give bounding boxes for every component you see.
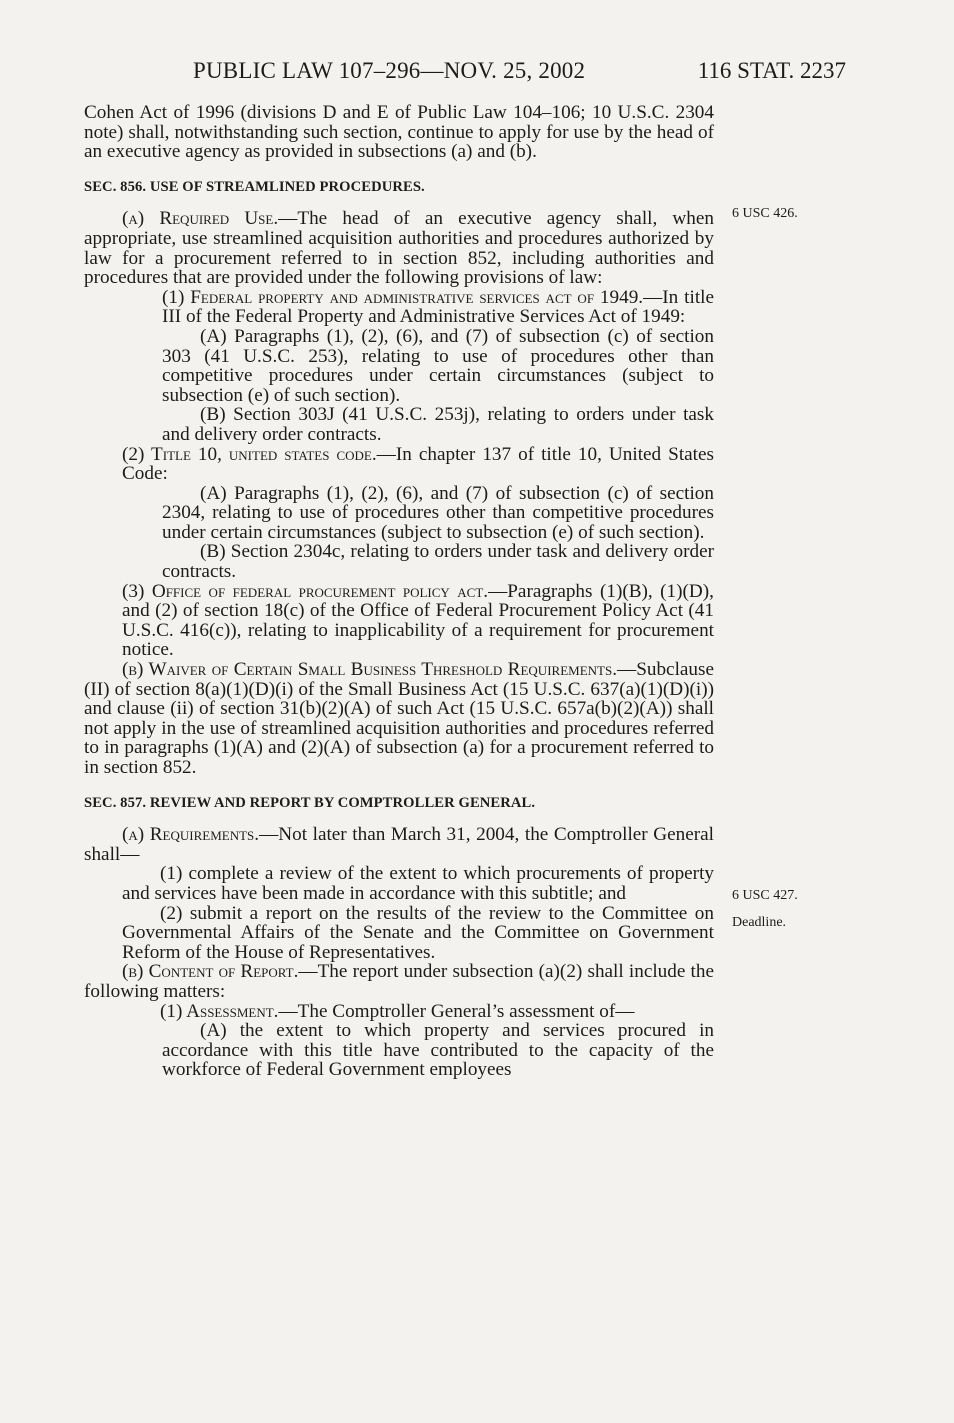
section-856-heading: SEC. 856. USE OF STREAMLINED PROCEDURES. bbox=[84, 178, 425, 195]
section-856-b bbox=[84, 660, 714, 778]
page-header bbox=[0, 58, 954, 94]
section-856-a2-heading: (2) Title 10, united states code. bbox=[122, 443, 377, 465]
section-856-a2-A: (A) Paragraphs (1), (2), (6), and (7) of subsection (c) of section 2304, relating to use of procedures other than competitive procedures under certain circumstances (subject to subsection (e) of such section). bbox=[162, 482, 714, 543]
section-857-b1-A: (A) the extent to which property and services procured in accordance with this title have contributed to the capacity of the workforce of Federal Government employees bbox=[162, 1020, 714, 1081]
section-856-a1-heading: (1) Federal property and administrative services act of 1949. bbox=[162, 286, 644, 308]
section-856-a-text: —The head of an executive agency shall, when appropriate, use streamlined acquisition authorities and procedures authorized by law for a procurement referred to in section 852, including authorities and procedures that are provided under the following provisions of law: bbox=[84, 208, 714, 289]
section-857-heading: SEC. 857. REVIEW AND REPORT BY COMPTROLLER GENERAL. bbox=[84, 794, 536, 811]
section-856-a1-A: (A) Paragraphs (1), (2), (6), and (7) of subsection (c) of section 303 (41 U.S.C. 253), relating to use of procedures other than competitive procedures under certain circumstances (subject to subsection (e) of such section). bbox=[162, 325, 714, 406]
section-856-b-heading: (b) Waiver of Certain Small Business Threshold Requirements. bbox=[122, 659, 617, 681]
statute-page-number: 116 STAT. 2237 bbox=[697, 58, 846, 83]
section-856-a bbox=[84, 209, 714, 287]
margin-note-usc-427: 6 USC 427. bbox=[732, 888, 798, 903]
margin-note-usc-426: 6 USC 426. bbox=[732, 206, 798, 221]
section-857-a-heading: (a) Requirements. bbox=[122, 824, 260, 846]
section-856-b-text: —Subclause (II) of section 8(a)(1)(D)(i) of the Small Business Act (15 U.S.C. 637(a)(1)(D)(i)) and clause (ii) of section 31(b)(2)(A) of such Act (15 U.S.C. 657a(b)(2)(A)) shall not apply in the use of streamlined acquisition authorities and procedures referred to in paragraphs (1)(A) and (2)(A) of subsection (a) for a procurement referred to in section 852. bbox=[84, 659, 714, 778]
running-head: PUBLIC LAW 107–296—NOV. 25, 2002 bbox=[193, 58, 586, 83]
section-857-a-text: —Not later than March 31, 2004, the Comptroller General shall— bbox=[84, 824, 714, 865]
section-856-a1 bbox=[84, 288, 714, 327]
section-856-a-heading: (a) Required Use. bbox=[122, 208, 279, 230]
section-856-a3 bbox=[84, 582, 714, 660]
document-body bbox=[84, 103, 714, 1080]
section-856-a2-B: (B) Section 2304c, relating to orders under task and delivery order contracts. bbox=[162, 541, 714, 583]
section-857-b1-heading: (1) Assessment. bbox=[160, 1000, 279, 1022]
continuation-paragraph: Cohen Act of 1996 (divisions D and E of Public Law 104–106; 10 U.S.C. 2304 note) shall, notwithstanding such section, continue to apply for use by the head of an executive agency as provided in subsections (a) and (b). bbox=[84, 102, 714, 163]
section-857-b-text: —The report under subsection (a)(2) shall include the following matters: bbox=[84, 961, 714, 1002]
section-857-b bbox=[84, 962, 714, 1001]
section-856-a1-B: (B) Section 303J (41 U.S.C. 253j), relating to orders under task and delivery order contracts. bbox=[162, 404, 714, 445]
section-857-b1-text: —The Comptroller General’s assessment of— bbox=[278, 1000, 635, 1022]
section-857-b-heading: (b) Content of Report. bbox=[122, 961, 299, 983]
margin-note-deadline: Deadline. bbox=[732, 915, 787, 930]
section-856-a3-heading: (3) Office of federal procurement policy act. bbox=[122, 580, 489, 602]
section-857-a2: (2) submit a report on the results of the review to the Committee on Governmental Affairs of the Senate and the Committee on Government Reform of the House of Representatives. bbox=[122, 902, 714, 963]
section-856-a2 bbox=[84, 445, 714, 484]
section-856-a3-text: —Paragraphs (1)(B), (1)(D), and (2) of section 18(c) of the Office of Federal Procurement Policy Act (41 U.S.C. 416(c)), relating to inapplicability of a requirement for procurement notice. bbox=[122, 580, 714, 661]
section-856-a2-text: —In chapter 137 of title 10, United States Code: bbox=[122, 443, 714, 485]
section-857-a bbox=[84, 825, 714, 864]
section-856-a1-text: —In title III of the Federal Property and Administrative Services Act of 1949: bbox=[162, 286, 714, 328]
section-857-b1 bbox=[84, 1002, 714, 1022]
section-857-a1: (1) complete a review of the extent to which procurements of property and services have been made in accordance with this subtitle; and bbox=[122, 863, 714, 904]
